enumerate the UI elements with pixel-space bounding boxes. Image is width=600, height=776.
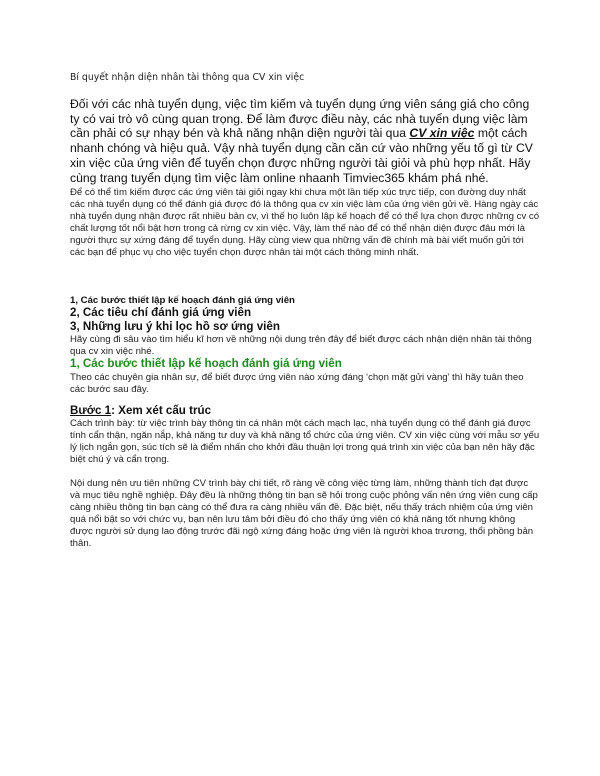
lead-text-before: Đối với các nhà tuyển dụng, việc tìm kiếm và tuyển dụng ứng viên sáng giá cho công ty có vai trò vô cùng quan trọng. Để làm được điều này, các nhà tuyển dụng việc làm cần phải có sự nhạy bén và khả năng nhận diện người tài qua: [70, 97, 530, 141]
toc-item-2: 2, Các tiêu chí đánh giá ứng viên: [70, 306, 252, 319]
structure-paragraph: Cách trình bày: từ việc trình bày thông tin cá nhân một cách mạch lạc, nhà tuyển dụng có thể đánh giá được tính cẩn thận, ngăn nắp, khả năng tư duy và khả năng tổ chức của ứng viên. CV xin việc cùng với mẫu sơ yếu lý lịch ngắn gọn, súc tích sẽ là điểm nhấn cho khởi đầu thuận lợi trong quá trình xin việc của bạn nên hãy đặc biệt chú ý và cẩn trọng.: [70, 418, 540, 466]
document-title: Bí quyết nhận diện nhân tài thông qua CV xin việc: [70, 72, 305, 83]
lead-text-after: một cách nhanh chóng và hiệu quả. Vậy nhà tuyển dụng cần căn cứ vào những yếu tố gì từ CV xin việc của ứng viên để tuyển chọn được những người tài giỏi và phù hợp nhất. Hãy cùng trang tuyển dụng tìm việc làm online nhaanh Timviec365 khám phá nhé.: [70, 126, 533, 185]
advice-paragraph: Theo các chuyên gia nhân sự, để biết được ứng viên nào xứng đáng ‘chọn mặt gửi vàng’ thì hãy tuân theo các bước sau đây.: [70, 372, 524, 396]
toc-item-3: 3, Những lưu ý khi lọc hồ sơ ứng viên: [70, 320, 280, 333]
step-1-title: : Xem xét cấu trúc: [111, 404, 212, 417]
toc-item-1: 1, Các bước thiết lập kế hoạch đánh giá ứng viên: [70, 295, 295, 306]
cv-xin-viec-link[interactable]: CV xin việc: [409, 126, 475, 141]
content-paragraph: Nội dung nên ưu tiên những CV trình bày chi tiết, rõ ràng về công việc từng làm, những thành tích đạt được và mục tiêu nghề nghiệp. Đây đều là những thông tin bạn sẽ hỏi trong cuộc phỏng vấn nên ứng viên cung cấp càng nhiều thông tin bạn càng có thể đưa ra càng nhiều vấn đề. Đặc biệt, nếu thấy trách nhiệm của ứng viên quá nổi bật so với chức vụ, bạn nên lưu tâm bởi điều đó cho thấy ứng viên có khả năng tốt nhưng không được người sử dụng lao động trước đãi ngộ xứng đáng hoặc ứng viên là người khoa trương, thổi phồng bản thân.: [70, 478, 538, 550]
lead-paragraph: [70, 97, 540, 185]
intro-paragraph: Hãy cùng đi sâu vào tìm hiểu kĩ hơn về những nội dung trên đây để biết được cách nhận diện nhân tài thông qua cv xin việc nhé.: [70, 334, 532, 358]
step-1-heading: [70, 404, 211, 417]
body-paragraph: Để có thể tìm kiếm được các ứng viên tài giỏi ngay khi chưa một lần tiếp xúc trực tiếp, con đường duy nhất các nhà tuyển dụng có thể đánh giá được đó là thông qua cv xin việc làm của ứng viên gửi về. Hàng ngày các nhà tuyển dụng nhận được rất nhiều bản cv, vì thế họ luôn lập kế hoạch để có thể lựa chọn được những cv có chất lượng tốt nổi bật hơn trong cả rừng cv xin việc. Vậy, làm thế nào để có thể nhận diện được đâu mới là người thực sự xứng đáng để tuyển dụng. Hãy cùng view qua những vấn đề chính mà bài viết muốn gửi tới các bạn để phục vụ cho việc tuyển chọn được nhân tài một cách thông minh nhất.: [70, 187, 540, 259]
section-1-heading: 1, Các bước thiết lập kế hoạch đánh giá ứng viên: [70, 357, 342, 370]
step-1-label: Bước 1: [70, 404, 112, 417]
